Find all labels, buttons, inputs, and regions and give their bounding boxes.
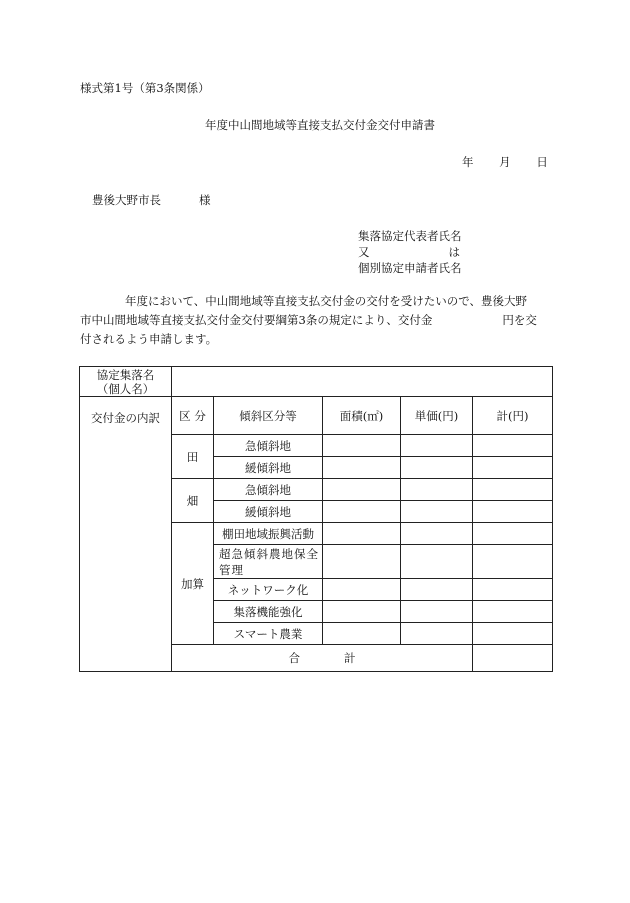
header-unit-price: 単価(円) [401,397,473,435]
area-cell[interactable] [323,523,401,545]
grand-total-char-1: 合 [288,651,300,665]
group-name-label [80,367,172,397]
unit-price-cell[interactable] [401,523,473,545]
header-row [80,397,553,435]
unit-price-cell[interactable] [401,435,473,457]
or-left: 又 [358,245,370,259]
unit-price-cell[interactable] [401,457,473,479]
date-line [462,154,548,170]
unit-price-cell[interactable] [401,545,473,579]
document-title: 年度中山間地域等直接支払交付金交付申請書 [205,118,435,132]
area-cell[interactable] [323,601,401,623]
breakdown-label: 交付金の内訳 [80,397,172,672]
total-cell[interactable] [473,501,553,523]
date-year: 年 [462,155,474,169]
body-line-2 [80,311,550,330]
area-cell[interactable] [323,435,401,457]
addressee [92,192,211,208]
unit-price-cell[interactable] [401,623,473,645]
total-cell[interactable] [473,435,553,457]
group-name-label-2: （個人名） [96,381,155,396]
addition-label: 加算 [172,523,214,645]
group-name-row [80,367,553,397]
unit-price-cell[interactable] [401,601,473,623]
addition-item: 棚田地域振興活動 [214,523,323,545]
total-cell[interactable] [473,623,553,645]
header-area: 面積(㎡) [323,397,401,435]
unit-price-cell[interactable] [401,501,473,523]
total-cell[interactable] [473,523,553,545]
grand-total-label [172,645,473,672]
addition-item: ネットワーク化 [214,579,323,601]
unit-price-cell[interactable] [401,479,473,501]
body-line-1: 年度において、中山間地域等直接支払交付金の交付を受けたいので、豊後大野 [125,294,528,308]
body-line-3: 付されるよう申請します。 [80,332,218,346]
area-cell[interactable] [323,457,401,479]
grant-breakdown-table [79,366,553,672]
slope-gentle: 緩傾斜地 [214,501,323,523]
slope-steep: 急傾斜地 [214,435,323,457]
total-cell[interactable] [473,601,553,623]
slope-steep: 急傾斜地 [214,479,323,501]
applicant-block [358,228,462,276]
group-name-label-1: 協定集落名 [96,367,155,382]
application-body [80,292,550,349]
or-right: は [448,245,460,259]
total-cell[interactable] [473,579,553,601]
header-slope: 傾斜区分等 [214,397,323,435]
body-line-2b: 円を交 [502,313,537,327]
grand-total-cell[interactable] [473,645,553,672]
addition-item: 超急傾斜農地保全管理 [214,545,323,579]
addressee-name: 豊後大野市長 [92,193,161,207]
date-day: 日 [536,155,548,169]
area-cell[interactable] [323,479,401,501]
area-cell[interactable] [323,623,401,645]
applicant-representative-label: 集落協定代表者氏名 [358,229,462,243]
area-cell[interactable] [323,545,401,579]
applicant-individual-label: 個別協定申請者氏名 [358,261,462,275]
header-total: 計(円) [473,397,553,435]
total-cell[interactable] [473,479,553,501]
slope-gentle: 緩傾斜地 [214,457,323,479]
unit-price-cell[interactable] [401,579,473,601]
addressee-suffix: 様 [199,193,211,207]
area-cell[interactable] [323,501,401,523]
total-cell[interactable] [473,457,553,479]
grand-total-char-2: 計 [344,651,356,665]
area-cell[interactable] [323,579,401,601]
total-cell[interactable] [473,545,553,579]
body-line-2a: 市中山間地域等直接支払交付金交付要綱第3条の規定により、交付金 [80,313,433,327]
addition-item: スマート農業 [214,623,323,645]
rice-field-label: 田 [172,435,214,479]
addition-item: 集落機能強化 [214,601,323,623]
applicant-or-line [358,244,460,260]
header-category: 区 分 [172,397,214,435]
date-month: 月 [499,155,511,169]
form-number: 様式第1号（第3条関係） [80,81,210,95]
upland-field-label: 畑 [172,479,214,523]
group-name-field[interactable] [172,367,553,397]
